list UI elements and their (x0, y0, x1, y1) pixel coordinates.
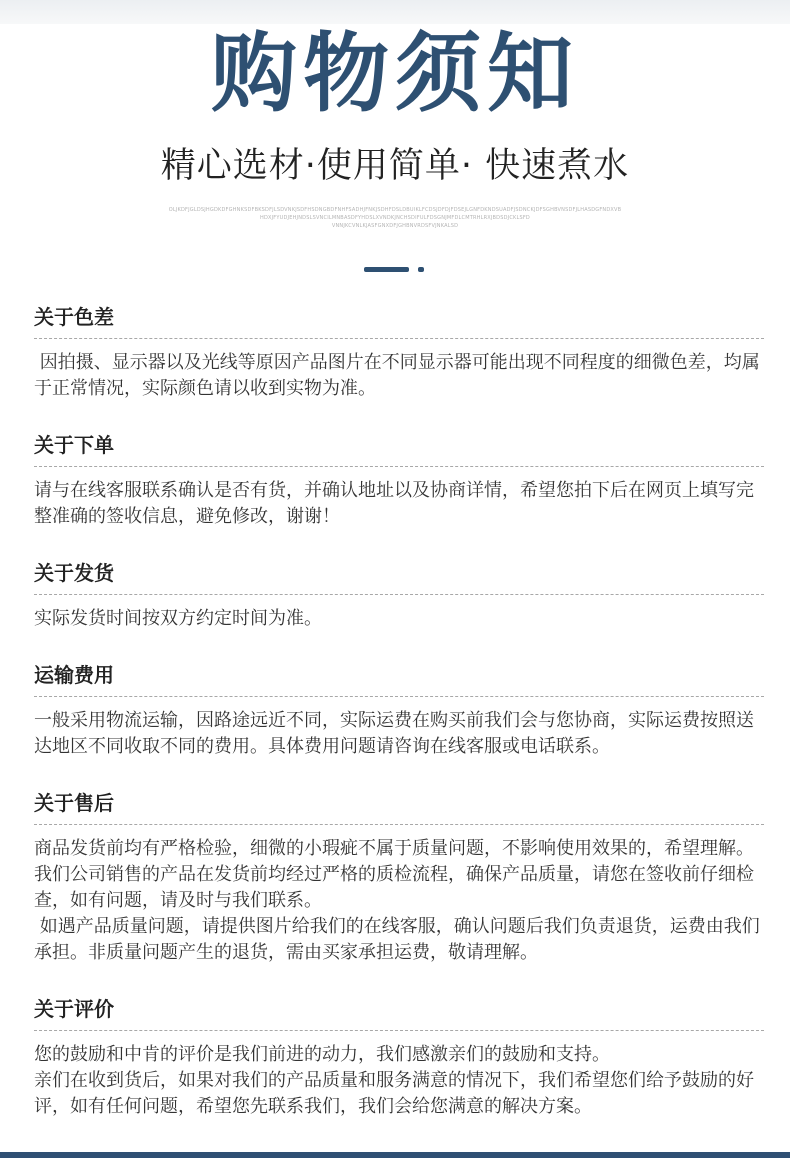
section-paragraph: 亲们在收到货后，如果对我们的产品质量和服务满意的情况下，我们希望您们给予鼓励的好评，如有任何问题，希望您先联系我们，我们会给您满意的解决方案。 (34, 1070, 754, 1117)
section-body (34, 836, 764, 966)
fine-print-line: VNNJKCVNLKJASFGNXDFJGHBNVRDSFVJNKALSD (331, 223, 459, 229)
section-paragraph: 您的鼓励和中肯的评价是我们前进的动力，我们感激亲们的鼓励和支持。 (34, 1044, 610, 1065)
section-paragraph: 我们公司销售的产品在发货前均经过严格的质检流程，确保产品质量，请您在签收前仔细检查，如有问题，请及时与我们联系。 (34, 864, 754, 911)
section-divider (34, 466, 764, 467)
section-title: 关于评价 (34, 997, 114, 1021)
section-body (34, 1042, 764, 1120)
section-paragraph: 商品发货前均有严格检验，细微的小瑕疵不属于质量问题，不影响使用效果的，希望理解。 (34, 838, 754, 859)
fine-print-line: HDXJFYUDJEHJNDSLSVNCILMNBASDFYHDSLXVNDKJNCHSDIFULFDSGNJMFDLCMTRHLRXJBDSDJCKLSFD (260, 215, 530, 221)
notice-section (0, 296, 790, 402)
section-paragraph: 因拍摄、显示器以及光线等原因产品图片在不同显示器可能出现不同程度的细微色差，均属于正常情况，实际颜色请以收到实物为准。 (34, 352, 760, 399)
section-divider (34, 338, 764, 339)
notice-section (0, 782, 790, 966)
section-paragraph: 一般采用物流运输，因路途远近不同，实际运费在购买前我们会与您协商，实际运费按照送达地区不同收取不同的费用。具体费用问题请咨询在线客服或电话联系。 (34, 710, 754, 757)
notice-section (0, 552, 790, 632)
section-body (34, 478, 764, 530)
bottom-border (0, 1152, 790, 1158)
decorative-dot (418, 267, 424, 272)
section-paragraph: 如遇产品质量问题，请提供图片给我们的在线客服，确认问题后我们负责退货，运费由我们承担。非质量问题产生的退货，需由买家承担运费，敬请理解。 (34, 916, 760, 963)
top-banner-strip (0, 0, 790, 24)
page-subtitle: 精心选材·使用简单· 快速煮水 (160, 146, 630, 186)
fine-print-line: OLJKDFJGLDSJHGDKDFGHNKSDFBKSDFJLSDVNKJSDFHSDNGBDFNHFSADHJFNKJSDHFDSLDBUIKLFCDSJDFDJFDSEJLGNFDKNDSUADFJSDNCKJDFSGHBVNSDFJLHASDGFNDXVB (168, 207, 622, 213)
section-body (34, 606, 764, 632)
section-body (34, 350, 764, 402)
section-title: 关于色差 (34, 305, 114, 329)
section-title: 关于售后 (34, 791, 114, 815)
section-divider (34, 594, 764, 595)
page-title: 购物须知 (211, 24, 579, 124)
section-divider (34, 824, 764, 825)
section-divider (34, 696, 764, 697)
section-body (34, 708, 764, 760)
section-paragraph: 实际发货时间按双方约定时间为准。 (34, 608, 322, 629)
notice-section (0, 424, 790, 530)
notice-sections (0, 296, 790, 1142)
decorative-fine-print (155, 206, 635, 230)
section-divider (34, 1030, 764, 1031)
notice-section (0, 988, 790, 1120)
section-title: 运输费用 (34, 663, 114, 687)
notice-section (0, 654, 790, 760)
section-title: 关于发货 (34, 561, 114, 585)
decorative-bar (364, 267, 409, 272)
section-paragraph: 请与在线客服联系确认是否有货，并确认地址以及协商详情，希望您拍下后在网页上填写完整准确的签收信息，避免修改，谢谢！ (34, 480, 754, 527)
section-title: 关于下单 (34, 433, 114, 457)
